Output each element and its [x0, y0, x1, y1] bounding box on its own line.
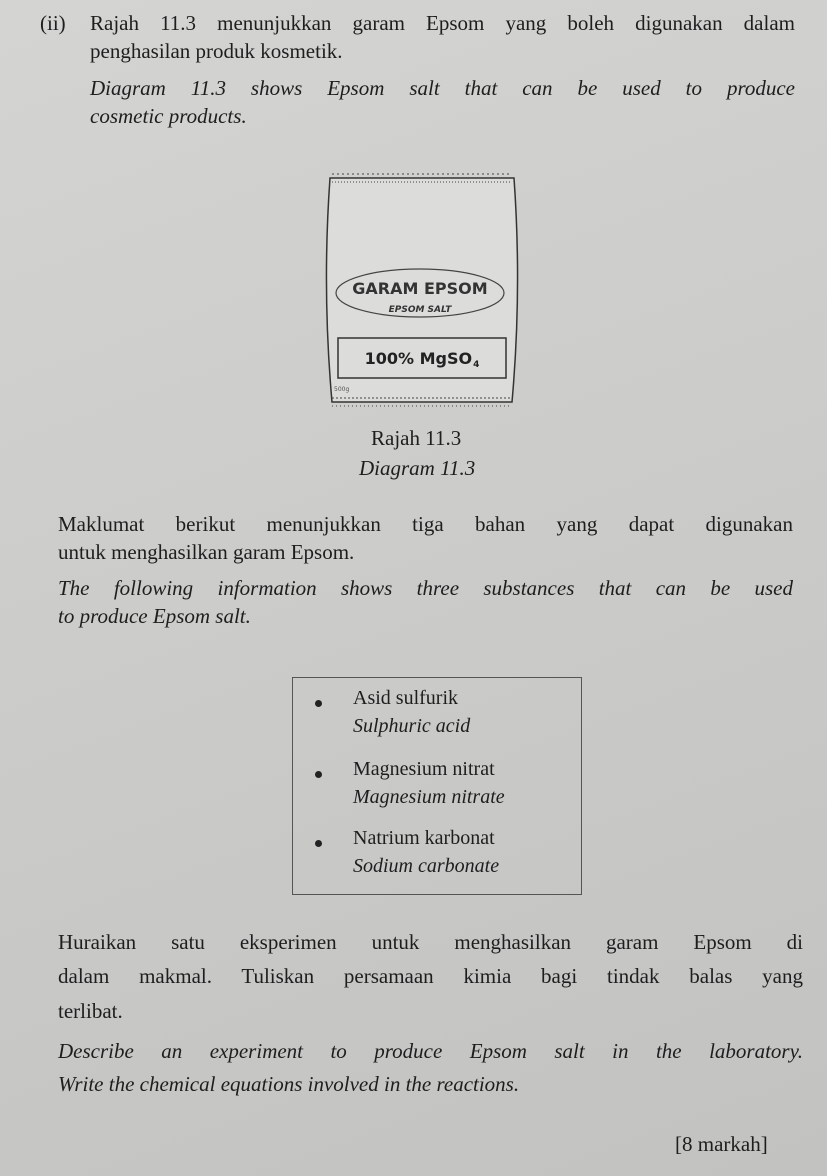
substances-box	[292, 677, 582, 895]
substance-english: Magnesium nitrate	[353, 786, 505, 808]
bag-label: 100% MgSO	[364, 349, 473, 368]
task-english-line: Write the chemical equations involved in the reactions.	[58, 1072, 520, 1096]
bullet-icon	[315, 840, 322, 847]
task-english-line: Describe an experiment to produce Epsom salt in the laboratory.	[58, 1039, 803, 1063]
intro-english-line: Diagram 11.3 shows Epsom salt that can be used to produce	[90, 76, 795, 100]
bag-title: GARAM EPSOM	[352, 279, 488, 298]
substance-malay: Asid sulfurik	[353, 687, 458, 709]
intro-malay-line: Rajah 11.3 menunjukkan garam Epsom yang boleh digunakan dalam	[90, 11, 795, 35]
info-malay-line: untuk menghasilkan garam Epsom.	[58, 540, 355, 564]
intro-malay-line: penghasilan produk kosmetik.	[90, 39, 343, 63]
task-malay-line: dalam makmal. Tuliskan persamaan kimia bagi tindak balas yang	[58, 964, 803, 988]
bullet-icon	[315, 771, 322, 778]
epsom-salt-bag-illustration	[322, 170, 522, 410]
bag-weight: 500g	[334, 386, 350, 393]
substance-malay: Natrium karbonat	[353, 827, 495, 849]
bag-formula	[365, 349, 480, 370]
task-malay-line: terlibat.	[58, 999, 123, 1023]
bullet-icon	[315, 700, 322, 707]
info-malay-line: Maklumat berikut menunjukkan tiga bahan yang dapat digunakan	[58, 512, 793, 536]
diagram-caption-english: Diagram 11.3	[359, 456, 476, 480]
info-english-line: to produce Epsom salt.	[58, 604, 251, 628]
bag-label-subscript: 4	[473, 360, 480, 370]
substance-english: Sodium carbonate	[353, 855, 500, 877]
task-malay-line: Huraikan satu eksperimen untuk menghasilkan garam Epsom di	[58, 930, 803, 954]
substance-malay: Magnesium nitrat	[353, 758, 495, 780]
substance-english: Sulphuric acid	[353, 715, 471, 737]
bag-subtitle: EPSOM SALT	[388, 305, 452, 315]
marks-label: [8 markah]	[675, 1132, 768, 1156]
intro-english-line: cosmetic products.	[90, 104, 247, 128]
question-number: (ii)	[40, 11, 66, 35]
info-english-line: The following information shows three substances that can be used	[58, 576, 793, 600]
diagram-caption-malay: Rajah 11.3	[371, 426, 462, 450]
